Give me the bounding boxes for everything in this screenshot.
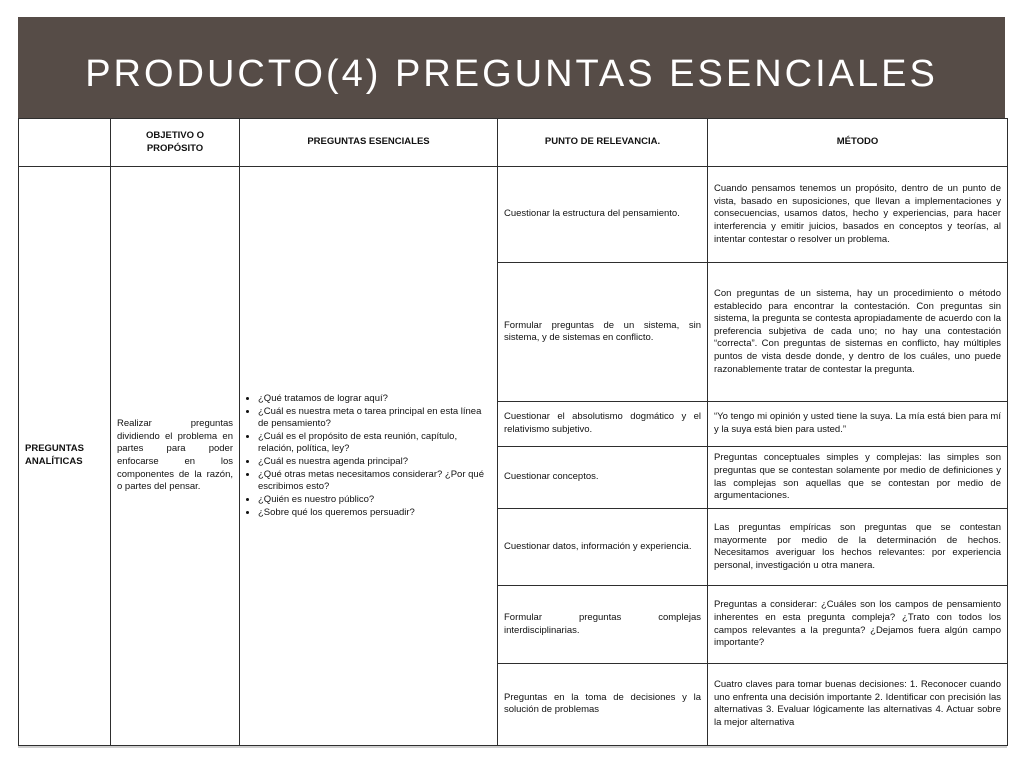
- relevance-cell: Cuestionar datos, información y experiencia.: [498, 509, 708, 586]
- relevance-cell: Cuestionar conceptos.: [498, 447, 708, 509]
- essential-questions-table: [18, 118, 1008, 746]
- table-row: [19, 167, 1008, 263]
- relevance-cell: Preguntas en la toma de decisiones y la solución de problemas: [498, 663, 708, 745]
- method-cell: Con preguntas de un sistema, hay un procedimiento o método establecido para encontrar la contestación. Con preguntas sin sistema, la pregunta se contesta apropiadamente de acuerdo con la preferencia subjetiva de cada uno; no hay una contestación “correcta”. Con preguntas de sistemas en conflicto, hay múltiples puntos de vista desde donde, y dentro de los cuáles, uno puede razonablemente tratar de contestar la pregunta.: [708, 263, 1008, 401]
- header-metodo: MÉTODO: [708, 119, 1008, 167]
- list-item: • ¿Quién es nuestro público?: [258, 494, 491, 507]
- slide-title: PRODUCTO(4) PREGUNTAS ESENCIALES: [85, 53, 938, 95]
- header-blank-cell: [19, 119, 111, 167]
- questions-cell: [240, 167, 498, 746]
- method-cell: Preguntas conceptuales simples y complejas: las simples son preguntas que se contestan solamente por medio de definiciones y las complejas son aquellas que se contestan por medio de argumentaciones.: [708, 447, 1008, 509]
- header-relevancia: PUNTO DE RELEVANCIA.: [498, 119, 708, 167]
- method-cell: “Yo tengo mi opinión y usted tiene la suya. La mía está bien para mí y la suya está bien para usted.”: [708, 401, 1008, 446]
- method-cell: Cuatro claves para tomar buenas decisiones: 1. Reconocer cuando uno enfrenta una decisión importante 2. Identificar con precisión las alternativas 3. Evaluar lógicamente las alternativas 4. Actuar sobre la mejor alternativa: [708, 663, 1008, 745]
- table-header-row: [19, 119, 1008, 167]
- relevance-cell: Formular preguntas complejas interdisciplinarias.: [498, 586, 708, 663]
- list-item: • ¿Sobre qué los queremos persuadir?: [258, 507, 491, 520]
- relevance-cell: Formular preguntas de un sistema, sin sistema, y de sistemas en conflicto.: [498, 263, 708, 401]
- category-cell: PREGUNTAS ANALÍTICAS: [19, 167, 111, 746]
- method-cell: Cuando pensamos tenemos un propósito, dentro de un punto de vista, basado en suposiciones, que llevan a implementaciones y consecuencias, usamos datos, hecho y experiencias, para hacer interferencia y emitir juicios, basados en conceptos y teorías, al intentar contestar o resolver un problema.: [708, 167, 1008, 263]
- bottom-divider: [18, 746, 1007, 748]
- list-item: • ¿Qué otras metas necesitamos considerar? ¿Por qué escribimos esto?: [258, 469, 491, 494]
- header-preguntas: PREGUNTAS ESENCIALES: [240, 119, 498, 167]
- questions-list: [246, 393, 491, 519]
- objective-cell: Realizar preguntas dividiendo el problema en partes para poder enfocarse en los componentes de la razón, o partes del pensar.: [111, 167, 240, 746]
- header-objetivo: OBJETIVO O PROPÓSITO: [111, 119, 240, 167]
- list-item: • ¿Cuál es el propósito de esta reunión, capítulo, relación, política, ley?: [258, 431, 491, 456]
- relevance-cell: Cuestionar el absolutismo dogmático y el relativismo subjetivo.: [498, 401, 708, 446]
- method-cell: Preguntas a considerar: ¿Cuáles son los campos de pensamiento inherentes en esta pregunta compleja? ¿Trato con todos los campos relevantes a la pregunta? ¿Dejamos fuera algún campo importante?: [708, 586, 1008, 663]
- list-item: • ¿Qué tratamos de lograr aquí?: [258, 393, 491, 406]
- list-item: • ¿Cuál es nuestra agenda principal?: [258, 456, 491, 469]
- list-item: • ¿Cuál es nuestra meta o tarea principal en esta línea de pensamiento?: [258, 406, 491, 431]
- method-cell: Las preguntas empíricas son preguntas que se contestan mayormente por medio de la determinación de hechos. Necesitamos averiguar los hechos relevantes: por experiencia personal, investigación u otra manera.: [708, 509, 1008, 586]
- title-banner: [18, 17, 1005, 118]
- relevance-cell: Cuestionar la estructura del pensamiento.: [498, 167, 708, 263]
